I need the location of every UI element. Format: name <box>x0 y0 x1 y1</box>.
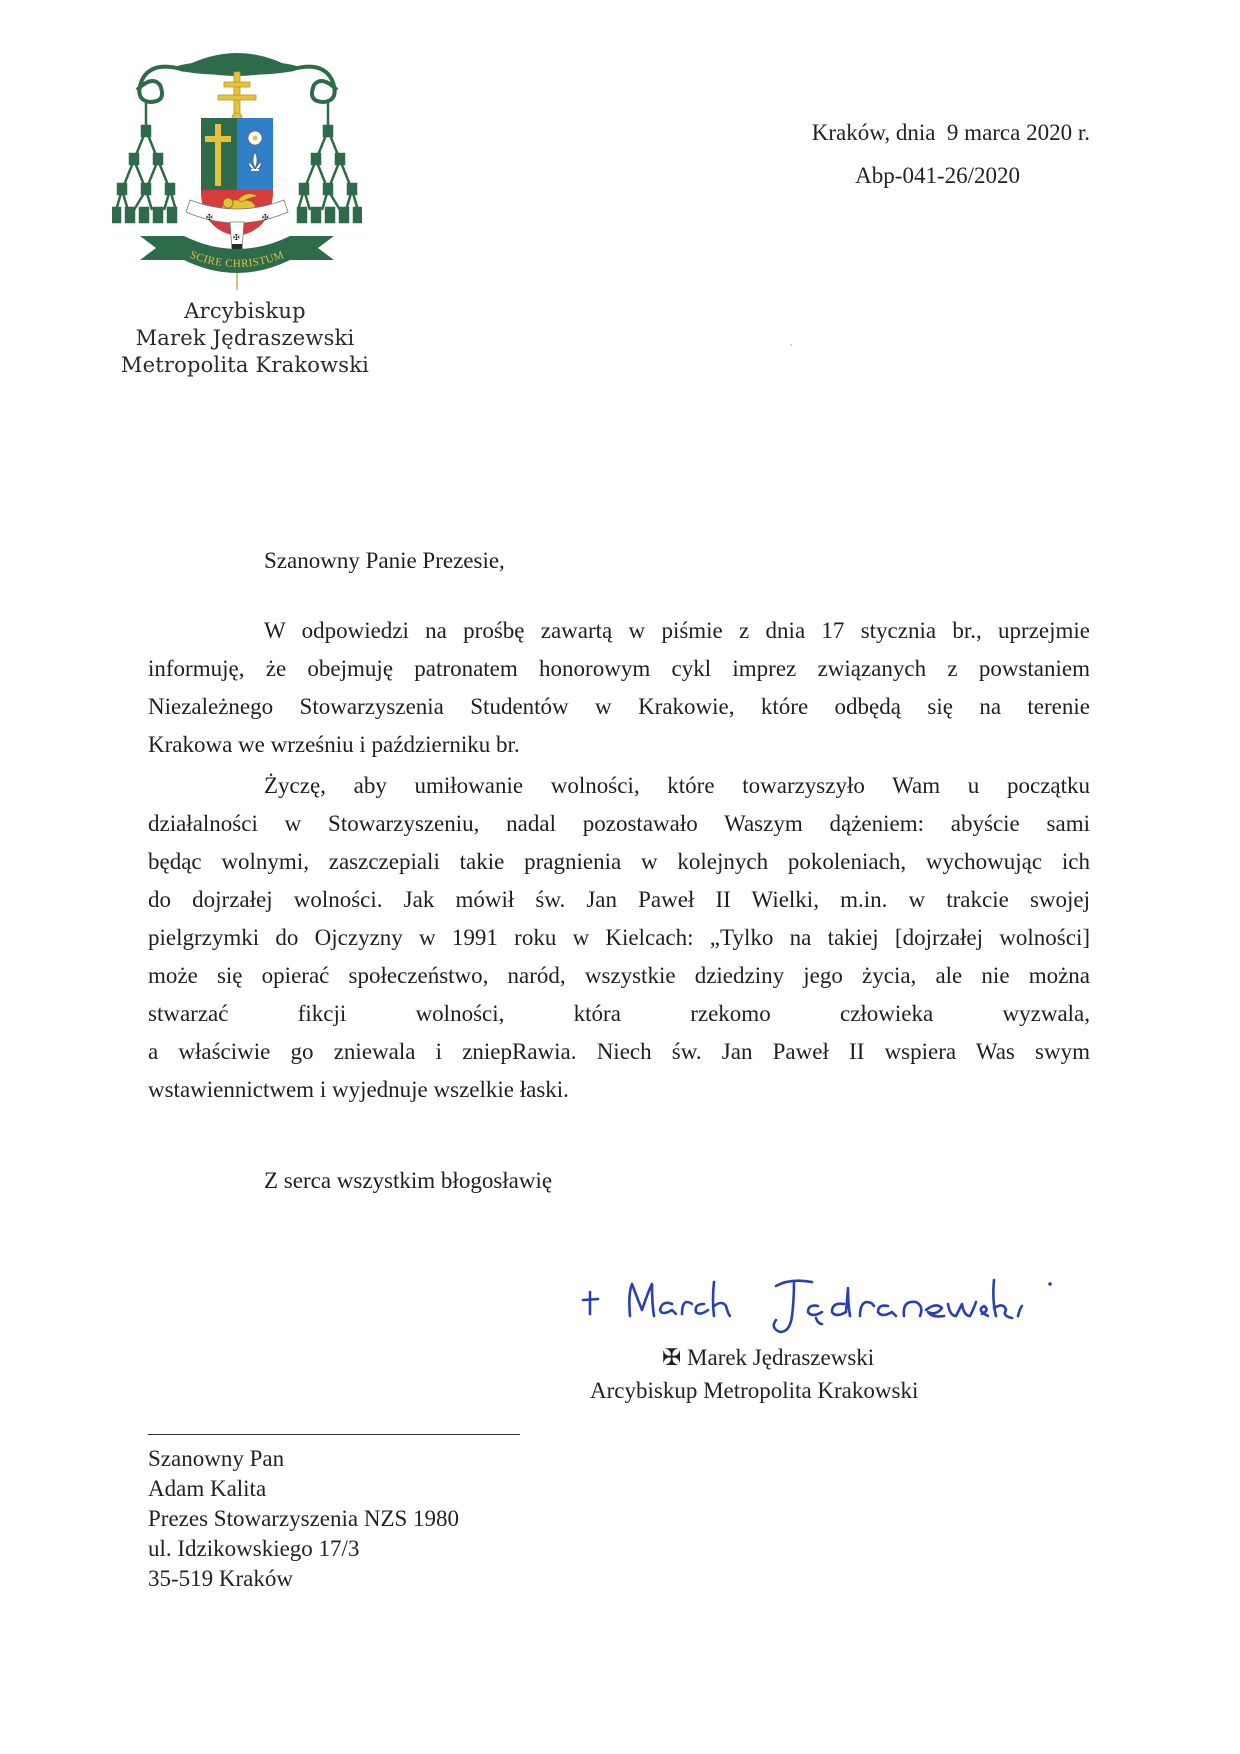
body-line: działalności w Stowarzyszeniu, nadal pozostawało Waszym dążeniem: abyście sami <box>148 811 1090 836</box>
recipient-line: Adam Kalita <box>148 1476 267 1501</box>
svg-text:✠: ✠ <box>262 213 269 222</box>
handwritten-signature-icon <box>580 1270 1070 1340</box>
body-line: Krakowa we wrześniu i październiku br. <box>148 732 520 757</box>
body-line: informuję, że obejmuję patronatem honorowym cykl imprez związanych z powstaniem <box>148 656 1090 681</box>
recipient-line: ul. Idzikowskiego 17/3 <box>148 1536 360 1561</box>
body-line: będąc wolnymi, zaszczepiali takie pragnienia w kolejnych pokoleniach, wychowując ich <box>148 849 1090 874</box>
body-line: Życzę, aby umiłowanie wolności, które towarzyszyło Wam u początku <box>264 773 1090 798</box>
sender-line: Arcybiskup <box>184 299 306 323</box>
signatory-name: Marek Jędraszewski <box>687 1345 875 1370</box>
sender-line: Metropolita Krakowski <box>120 353 370 377</box>
body-line: a właściwie go zniewala i zniepRawia. Niech św. Jan Paweł II wspiera Was swym <box>148 1039 1090 1064</box>
sender-block <box>100 298 390 379</box>
sender-line: Marek Jędraszewski <box>135 326 355 350</box>
body-line: może się opierać społeczeństwo, naród, wszystkie dziedziny jego życia, ale nie można <box>148 963 1090 988</box>
recipient-line: 35-519 Kraków <box>148 1566 293 1591</box>
body-line: do dojrzałej wolności. Jak mówił św. Jan Paweł II Wielki, m.in. w trakcie swojej <box>148 887 1090 912</box>
closing-blessing: Z serca wszystkim błogosławię <box>264 1168 553 1193</box>
svg-text:✠: ✠ <box>206 213 213 222</box>
coat-of-arms-icon <box>112 40 362 290</box>
recipient-address <box>148 1444 459 1594</box>
place-date: Kraków, dnia 9 marca 2020 r. <box>811 120 1090 145</box>
motto-text: SCIRE CHRISTUM <box>188 248 286 271</box>
divider-line <box>148 1434 520 1435</box>
scan-speck <box>790 344 792 346</box>
recipient-line: Szanowny Pan <box>148 1446 285 1471</box>
body-line: pielgrzymki do Ojczyzny w 1991 roku w Kielcach: „Tylko na takiej [dojrzałej wolności] <box>148 925 1090 950</box>
signed-name <box>590 1345 1050 1371</box>
body-line: W odpowiedzi na prośbę zawartą w piśmie z dnia 17 stycznia br., uprzejmie <box>264 618 1090 643</box>
salutation: Szanowny Panie Prezesie, <box>264 548 505 573</box>
body-line: wstawiennictwem i wyjednuje wszelkie łaski. <box>148 1077 569 1102</box>
body-line: Niezależnego Stowarzyszenia Studentów w Krakowie, które odbędą się na terenie <box>148 694 1090 719</box>
cross-icon: ✠ <box>662 1345 682 1370</box>
recipient-line: Prezes Stowarzyszenia NZS 1980 <box>148 1506 460 1531</box>
signatory-title: Arcybiskup Metropolita Krakowski <box>590 1378 919 1403</box>
reference-number: Abp-041-26/2020 <box>855 163 1020 188</box>
svg-text:✠: ✠ <box>233 233 240 242</box>
body-line: stwarzać fikcji wolności, która rzekomo człowieka wyzwala, <box>148 1001 1090 1026</box>
